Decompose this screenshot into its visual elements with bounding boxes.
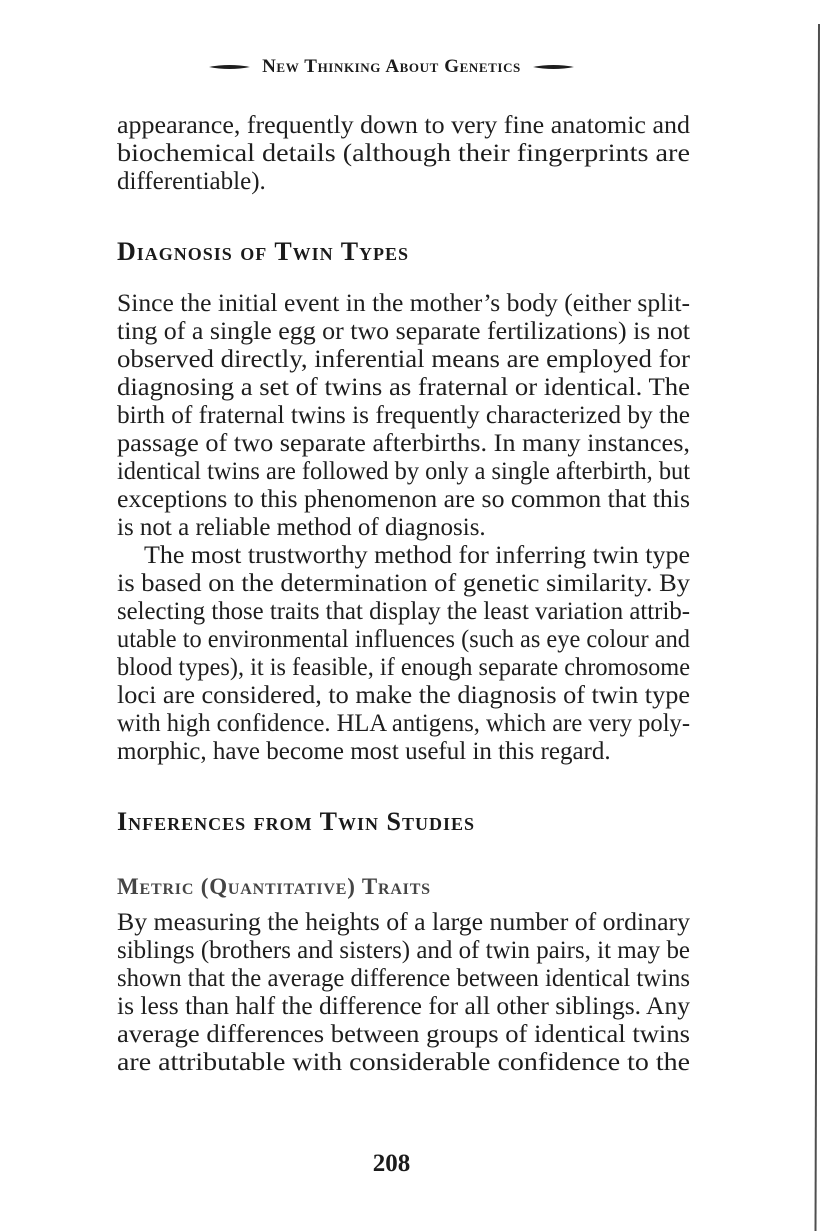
text-line: are attributable with considerable confidence to the (117, 1049, 690, 1076)
swelled-rule-icon (209, 63, 250, 71)
paragraph (117, 112, 690, 196)
text-line: identical twins are followed by only a single afterbirth, but (117, 458, 690, 485)
text-line: passage of two separate afterbirths. In many instances, (117, 430, 690, 457)
running-header-title: New Thinking About Genetics (262, 56, 521, 77)
text-line: siblings (brothers and sisters) and of twin pairs, it may be (117, 937, 690, 964)
text-line: average differences between groups of identical twins (117, 1021, 690, 1048)
text-line: is not a reliable method of diagnosis. (117, 514, 486, 541)
swelled-rule-icon (533, 63, 574, 71)
text-line: is less than half the difference for all other siblings. Any (117, 993, 690, 1020)
paragraph (117, 290, 690, 542)
text-line: By measuring the heights of a large number of ordinary (117, 909, 690, 936)
text-line: loci are considered, to make the diagnosis of twin type (117, 682, 690, 709)
section-heading: Inferences from Twin Studies (117, 807, 475, 836)
text-line: differentiable). (117, 168, 266, 195)
text-line: Since the initial event in the mother’s body (either split- (117, 290, 690, 317)
text-line: blood types), it is feasible, if enough separate chromosome (117, 654, 690, 681)
text-line: The most trustworthy method for inferring twin type (144, 542, 690, 569)
text-line: appearance, frequently down to very fine anatomic and (117, 112, 690, 139)
text-line: morphic, have become most useful in this regard. (117, 738, 611, 765)
text-line: exceptions to this phenomenon are so common that this (117, 486, 690, 513)
text-line: birth of fraternal twins is frequently characterized by the (117, 402, 690, 429)
text-line: utable to environmental influences (such as eye colour and (117, 626, 690, 653)
section-heading: Metric (Quantitative) Traits (117, 874, 431, 899)
paragraph (117, 909, 690, 1077)
text-line: ting of a single egg or two separate fertilizations) is not (117, 318, 690, 345)
text-column (117, 112, 690, 1077)
text-line: selecting those traits that display the least variation attrib- (117, 598, 690, 625)
page-number: 208 (372, 1150, 411, 1177)
running-header (105, 56, 678, 78)
text-line: shown that the average difference between identical twins (117, 965, 690, 992)
text-line: observed directly, inferential means are employed for (117, 346, 690, 373)
paragraph (117, 542, 690, 766)
right-edge-rule-line (816, 24, 820, 1231)
section-heading: Diagnosis of Twin Types (117, 237, 410, 266)
text-line: biochemical details (although their fingerprints are (117, 140, 690, 167)
text-line: diagnosing a set of twins as fraternal or identical. The (117, 374, 690, 401)
text-line: with high confidence. HLA antigens, which are very poly- (117, 710, 690, 737)
text-line: is based on the determination of genetic similarity. By (117, 570, 690, 597)
